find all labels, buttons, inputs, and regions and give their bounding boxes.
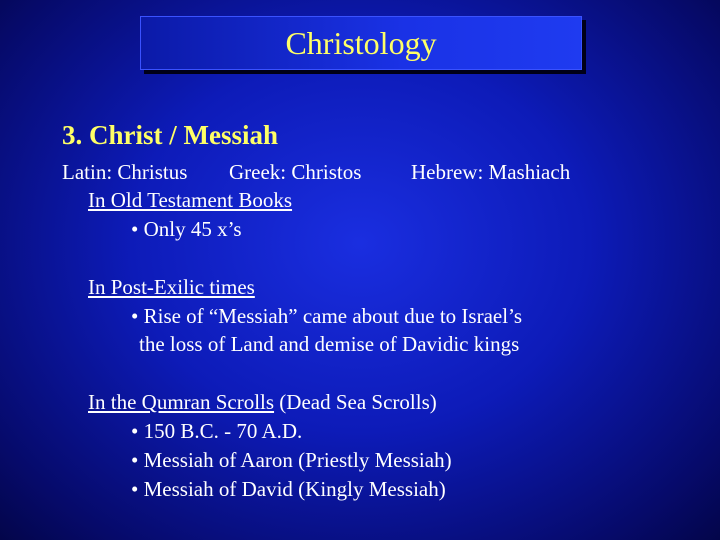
qumran-bullet-date: • 150 B.C. - 70 A.D. xyxy=(131,419,303,443)
qumran-bullet-david: • Messiah of David (Kingly Messiah) xyxy=(131,477,446,501)
hebrew-term: Hebrew: Mashiach xyxy=(411,160,571,184)
postexilic-bullet-cont: the loss of Land and demise of Davidic kings xyxy=(139,332,520,356)
latin-term: Latin: Christus xyxy=(62,160,188,184)
qumran-bullet-aaron: • Messiah of Aaron (Priestly Messiah) xyxy=(131,448,452,472)
ot-bullet: • Only 45 x’s xyxy=(131,217,242,241)
qumran-line xyxy=(88,392,437,413)
qumran-note: (Dead Sea Scrolls) xyxy=(274,390,437,414)
postexilic-bullet: • Rise of “Messiah” came about due to Israel’s xyxy=(131,304,523,328)
qumran-label: In the Qumran Scrolls xyxy=(88,390,275,414)
postexilic-label: In Post-Exilic times xyxy=(88,275,255,299)
title-box xyxy=(140,16,582,70)
slide-title: Christology xyxy=(285,25,437,61)
ot-label: In Old Testament Books xyxy=(88,188,293,212)
greek-term: Greek: Christos xyxy=(229,160,362,184)
section-heading: 3. Christ / Messiah xyxy=(62,120,278,150)
